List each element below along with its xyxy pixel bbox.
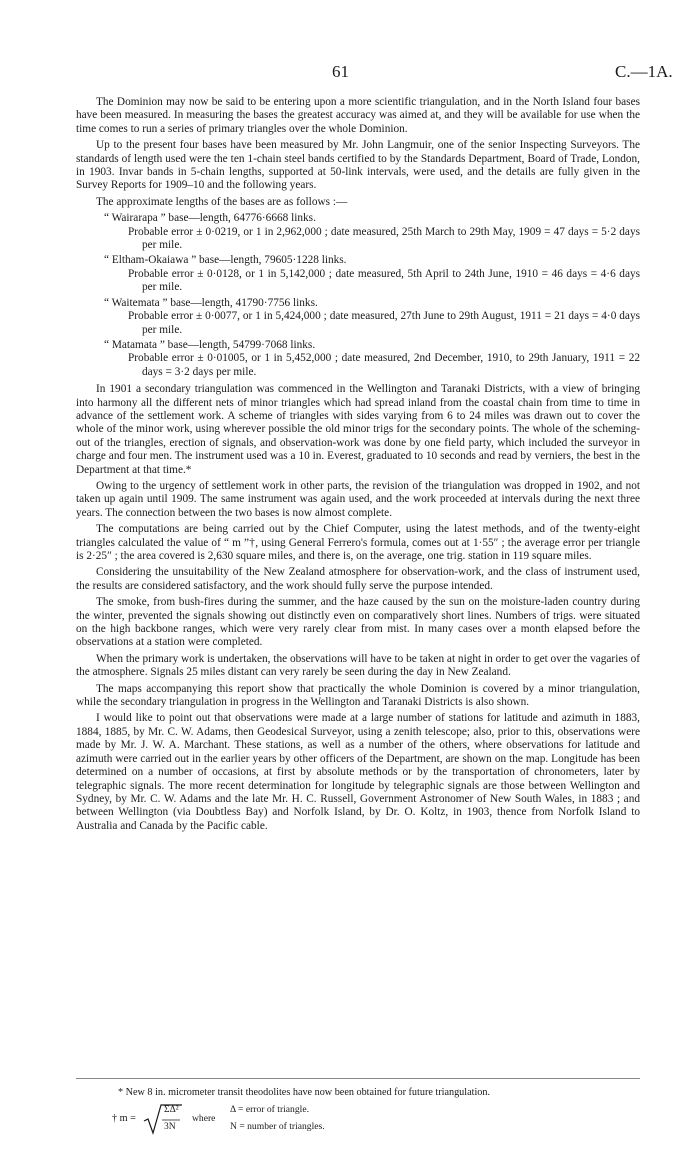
paragraph-night-observation: When the primary work is undertaken, the observations will have to be taken at night in order to get over the vagaries of the atmosphere. Signals 25 miles distant can very rarely be seen during the day in New Zealand. bbox=[76, 652, 640, 679]
paragraph-measurement: Up to the present four bases have been measured by Mr. John Langmuir, one of the senior Inspecting Surveyors. The standards of length used were the ten 1-chain steel bands certified to by the Standards Department, Board of Trade, London, in 1903. Invar bands in 5-chain lengths, supported at 50-link intervals, were used, and the details are fully given in the Survey Reports for 1909–10 and the following years. bbox=[76, 139, 640, 192]
paragraph-secondary-triangulation: In 1901 a secondary triangulation was commenced in the Wellington and Taranaki Districts, with a view of bringing into harmony all the different nets of minor triangles which had spread inland from the coastal chain from time to time in advance of the settlement work. A scheme of triangles with sides varying from 6 to 24 miles was drawn out to cover the whole of the minor work, using wherever possible the old minor trigs for the secondary points. The whole of the scheming-out of the triangles, erection of signals, and observation-work was done by one field party, which included the surveyor in charge and four men. The instrument used was a 10 in. Everest, graduated to 10 seconds and read by verniers, the best in the Department at that time.* bbox=[76, 383, 640, 476]
paragraph-revision: Owing to the urgency of settlement work in other parts, the revision of the triangulation was dropped in 1902, and not taken up again until 1909. The same instrument was again used, and the work proceeded at intervals during the next three years. The connection between the two bases is now almost complete. bbox=[76, 479, 640, 519]
base-entry-eltham-okaiawa bbox=[76, 254, 640, 294]
formula-numerator: ΣΔ² bbox=[164, 1104, 179, 1115]
base-list bbox=[76, 212, 640, 379]
page-number: 61 bbox=[332, 62, 349, 81]
formula-denominator: 3N bbox=[164, 1121, 176, 1132]
base-detail: Probable error ± 0·0219, or 1 in 2,962,000 ; date measured, 25th March to 29th May, 1909 = 47 days = 5·2 days per mile. bbox=[128, 225, 640, 252]
formula-lhs: † m = bbox=[112, 1113, 136, 1124]
body-text bbox=[76, 96, 640, 836]
base-title: “ Waitemata ” base—length, 41790·7756 links. bbox=[104, 296, 318, 309]
base-detail: Probable error ± 0·0128, or 1 in 5,142,000 ; date measured, 5th April to 24th June, 1910 = 46 days = 4·6 days per mile. bbox=[128, 267, 640, 294]
formula-def-n: N = number of triangles. bbox=[230, 1121, 325, 1132]
base-title: “ Matamata ” base—length, 54799·7068 links. bbox=[104, 338, 316, 351]
paragraph-latitude-longitude: I would like to point out that observations were made at a large number of stations for latitude and azimuth in 1883, 1884, 1885, by Mr. C. W. Adams, then Geodesical Surveyor, using a zenith telescope; also, prior to this, observations were made by Mr. J. W. A. Marchant. These stations, as well as a number of the others, where observations for latitude and azimuth were carried out in the earlier years by other officers of the Department, are shown on the map. Longitude has been determined on a number of occasions, at first by absolute methods or by the transportation of chronometers, later by telegraphic signals. The more recent determination for longitude by telegraphic signals are those between Wellington and Sydney, by Mr. C. W. Adams and the late Mr. H. C. Russell, Government Astronomer of New South Wales, in 1883 ; and between Wellington (via Doubtless Bay) and Norfolk Island, by Dr. O. Koltz, in 1903, thence from Norfolk Island to Australia and Canada by the Pacific cable. bbox=[76, 712, 640, 832]
document-reference: C.—1A. bbox=[615, 62, 673, 81]
paragraph-smoke-haze: The smoke, from bush-fires during the summer, and the haze caused by the sun on the moisture-laden country during the winter, prevented the signals showing out distinctly even on comparatively short lines. Numbers of trigs. were situated on the high backbone ranges, which were very rarely clear from mist. In many cases over a month elapsed before the observations at a station were completed. bbox=[76, 596, 640, 649]
footnote-theodolites: * New 8 in. micrometer transit theodolites have now been obtained for future triangulation. bbox=[118, 1087, 491, 1098]
base-title: “ Eltham-Okaiawa ” base—length, 79605·1228 links. bbox=[104, 254, 347, 267]
paragraph-bases-intro: The Dominion may now be said to be entering upon a more scientific triangulation, and in the North Island four bases have been measured. In measuring the bases the greatest accuracy was aimed at, and they will be available for use when the time comes to run a series of primary triangles over the whole Dominion. bbox=[76, 96, 640, 135]
bases-list-heading: The approximate lengths of the bases are as follows :— bbox=[96, 195, 348, 208]
base-detail: Probable error ± 0·01005, or 1 in 5,452,000 ; date measured, 2nd December, 1910, to 29th January, 1911 = 22 days = 3·2 days per mile. bbox=[128, 352, 640, 378]
base-title: “ Wairarapa ” base—length, 64776·6668 links. bbox=[104, 212, 316, 225]
paragraph-maps: The maps accompanying this report show that practically the whole Dominion is covered by a minor triangulation, while the secondary triangulation in progress in the Wellington and Taranaki Districts is also shown. bbox=[76, 682, 640, 709]
footnote-divider bbox=[76, 1078, 640, 1079]
base-entry-wairarapa bbox=[76, 212, 640, 252]
base-entry-waitemata bbox=[76, 297, 640, 337]
paragraph-atmosphere: Considering the unsuitability of the New Zealand atmosphere for observation-work, and the class of instrument used, the results are considered satisfactory, and the work should fully serve the purpose intended. bbox=[76, 566, 640, 592]
formula-where: where bbox=[192, 1113, 216, 1124]
base-entry-matamata bbox=[76, 339, 640, 379]
formula-def-delta: Δ = error of triangle. bbox=[230, 1104, 309, 1115]
ferrero-formula bbox=[112, 1103, 512, 1137]
base-detail: Probable error ± 0·0077, or 1 in 5,424,000 ; date measured, 27th June to 29th August, 1911 = 21 days = 4·0 days per mile. bbox=[128, 310, 640, 336]
paragraph-computations: The computations are being carried out by the Chief Computer, using the latest methods, and of the twenty-eight triangles calculated the value of “ m ”†, using General Ferrero's formula, comes out at 1·55″ ; the average error per triangle is 2·25″ ; the area covered is 2,630 square miles, and there is, on the average, one trig. station in 119 square miles. bbox=[76, 523, 640, 562]
